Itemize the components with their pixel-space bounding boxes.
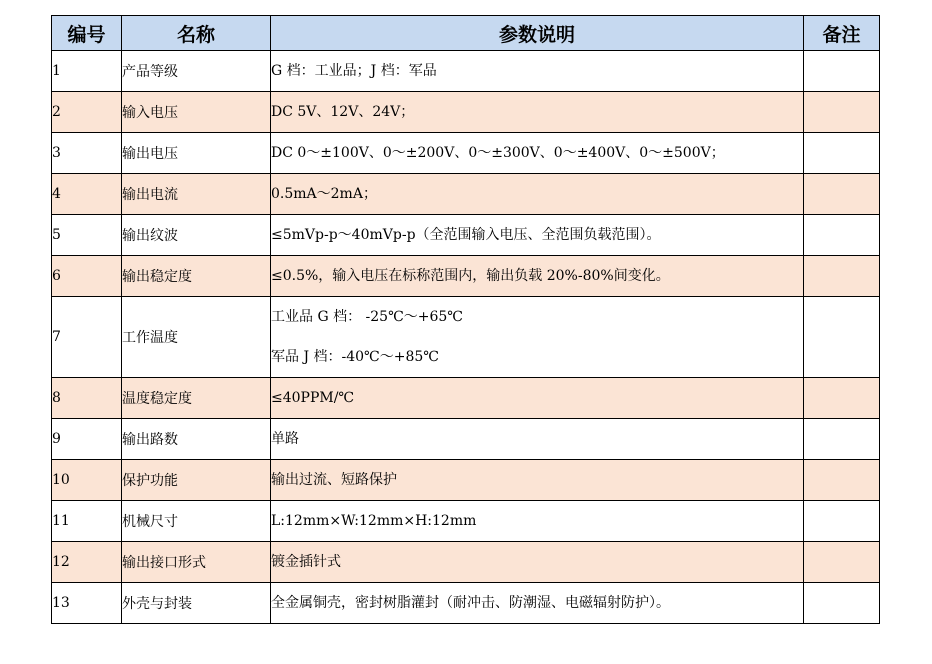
table-row (52, 378, 880, 419)
cell-note (804, 297, 880, 378)
description-line: 输出过流、短路保护 (271, 472, 397, 488)
cell-number: 12 (52, 542, 122, 583)
cell-number: 3 (52, 133, 122, 174)
table-row (52, 174, 880, 215)
cell-note (804, 256, 880, 297)
cell-name: 工作温度 (122, 297, 271, 378)
table-row (52, 460, 880, 501)
cell-name: 输出稳定度 (122, 256, 271, 297)
cell-description (271, 297, 804, 378)
description-line: ≤40PPM/℃ (271, 390, 355, 406)
table-row (52, 133, 880, 174)
cell-note (804, 174, 880, 215)
cell-number: 6 (52, 256, 122, 297)
cell-name: 输出接口形式 (122, 542, 271, 583)
cell-note (804, 215, 880, 256)
cell-name: 温度稳定度 (122, 378, 271, 419)
cell-description (271, 419, 804, 460)
cell-number: 10 (52, 460, 122, 501)
cell-note (804, 583, 880, 624)
description-line: 全金属铜壳，密封树脂灌封（耐冲击、防潮湿、电磁辐射防护）。 (271, 595, 670, 611)
cell-description (271, 378, 804, 419)
cell-description (271, 583, 804, 624)
cell-note (804, 378, 880, 419)
header-note: 备注 (804, 16, 880, 51)
header-row (52, 16, 880, 51)
cell-number: 11 (52, 501, 122, 542)
cell-note (804, 133, 880, 174)
description-line: 军品 J 档：-40℃～+85℃ (271, 349, 439, 365)
cell-name: 输入电压 (122, 92, 271, 133)
description-line: DC 0～±100V、0～±200V、0～±300V、0～±400V、0～±500V； (271, 145, 725, 161)
cell-note (804, 460, 880, 501)
cell-description (271, 92, 804, 133)
cell-number: 13 (52, 583, 122, 624)
cell-description (271, 51, 804, 92)
table-row (52, 51, 880, 92)
table-row (52, 542, 880, 583)
table-row (52, 92, 880, 133)
description-line: 0.5mA～2mA； (271, 186, 377, 202)
description-line: ≤5mVp-p～40mVp-p（全范围输入电压、全范围负载范围）。 (271, 227, 661, 243)
cell-name: 产品等级 (122, 51, 271, 92)
spec-table (51, 15, 880, 624)
cell-note (804, 542, 880, 583)
description-line: L:12mm×W:12mm×H:12mm (271, 513, 477, 529)
table-row (52, 215, 880, 256)
cell-description (271, 501, 804, 542)
description-line: G 档：工业品；J 档：军品 (271, 63, 437, 79)
description-line: ≤0.5%，输入电压在标称范围内，输出负载 20%-80%间变化。 (271, 268, 670, 284)
cell-note (804, 419, 880, 460)
header-name: 名称 (122, 16, 271, 51)
description-line: 单路 (271, 431, 299, 447)
cell-name: 输出纹波 (122, 215, 271, 256)
description-line: 工业品 G 档： -25℃～+65℃ (271, 309, 463, 325)
cell-description (271, 215, 804, 256)
table-row (52, 583, 880, 624)
cell-description (271, 133, 804, 174)
cell-number: 7 (52, 297, 122, 378)
header-number: 编号 (52, 16, 122, 51)
cell-number: 5 (52, 215, 122, 256)
cell-note (804, 501, 880, 542)
cell-name: 外壳与封装 (122, 583, 271, 624)
header-description: 参数说明 (271, 16, 804, 51)
cell-description (271, 460, 804, 501)
table-row (52, 256, 880, 297)
cell-number: 2 (52, 92, 122, 133)
cell-note (804, 51, 880, 92)
cell-name: 保护功能 (122, 460, 271, 501)
cell-description (271, 174, 804, 215)
cell-description (271, 256, 804, 297)
description-line: 镀金插针式 (271, 554, 341, 570)
cell-number: 9 (52, 419, 122, 460)
cell-number: 1 (52, 51, 122, 92)
cell-name: 输出电压 (122, 133, 271, 174)
cell-note (804, 92, 880, 133)
cell-name: 机械尺寸 (122, 501, 271, 542)
cell-name: 输出路数 (122, 419, 271, 460)
table-row (52, 419, 880, 460)
cell-name: 输出电流 (122, 174, 271, 215)
cell-number: 8 (52, 378, 122, 419)
cell-description (271, 542, 804, 583)
cell-number: 4 (52, 174, 122, 215)
description-line: DC 5V、12V、24V； (271, 104, 415, 120)
table-row (52, 501, 880, 542)
table-row (52, 297, 880, 378)
